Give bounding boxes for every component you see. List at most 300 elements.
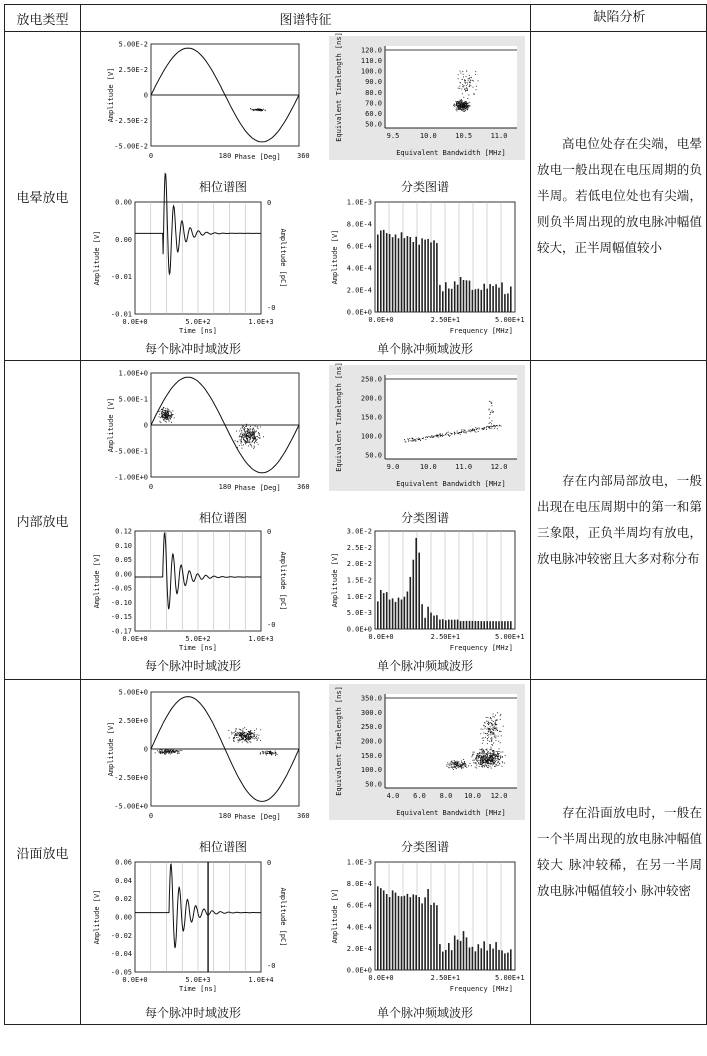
scatter-point — [494, 766, 495, 767]
scatter-point — [491, 749, 492, 750]
scatter-point — [461, 100, 462, 101]
x-tick-label: 10.0 — [464, 792, 481, 800]
scatter-point — [494, 727, 495, 728]
scatter-point — [178, 753, 179, 754]
analysis-text: 存在内部局部放电，一般出现在电压周期中的第一和第三象限，正负半周均有放电，放电脉冲较密且大多对称分布 — [537, 473, 702, 566]
scatter-point — [477, 753, 478, 754]
scatter-point — [179, 751, 180, 752]
y-tick-label: 250.0 — [360, 375, 382, 384]
y-tick-label: 0 — [143, 421, 148, 430]
scatter-point — [163, 420, 164, 421]
scatter-point — [455, 767, 456, 768]
scatter-point — [460, 106, 461, 107]
type-cell: 沿面放电 — [5, 680, 81, 1025]
scatter-point — [481, 762, 482, 763]
scatter-point — [479, 752, 480, 753]
spectrum-bar — [469, 281, 471, 312]
y-tick-label: 0.0E+0 — [346, 966, 372, 975]
scatter-point — [243, 738, 244, 739]
spectrum-bar — [489, 944, 491, 970]
scatter-point — [475, 427, 476, 428]
row-surface — [5, 680, 707, 1025]
spectrum-bar — [410, 237, 412, 312]
row-internal — [5, 361, 707, 680]
scatter-point — [498, 759, 499, 760]
scatter-point — [244, 732, 245, 733]
scatter-point — [177, 753, 178, 754]
spectrum-bar — [486, 951, 488, 971]
scatter-point — [492, 725, 493, 726]
scatter-point — [461, 432, 462, 433]
scatter-point — [463, 759, 464, 760]
scatter-point — [474, 752, 475, 753]
scatter-point — [245, 440, 246, 441]
scatter-point — [484, 758, 485, 759]
scatter-point — [244, 427, 245, 428]
scatter-point — [256, 738, 257, 739]
scatter-point — [494, 755, 495, 756]
scatter-point — [235, 440, 236, 441]
scatter-point — [495, 756, 496, 757]
x-tick-label: 0 — [148, 152, 154, 160]
scatter-point — [452, 767, 453, 768]
spectrum-bar — [392, 890, 394, 970]
scatter-point — [472, 755, 473, 756]
y-axis-label: Equivalent Timelength [ns] — [335, 362, 343, 472]
scatter-point — [460, 434, 461, 435]
scatter-point — [415, 439, 416, 440]
scatter-point — [478, 756, 479, 757]
scatter-point — [493, 757, 494, 758]
scatter-point — [484, 759, 485, 760]
scatter-point — [458, 762, 459, 763]
scatter-point — [498, 736, 499, 737]
scatter-point — [265, 110, 266, 111]
x-tick-label: 5.00E+1 — [495, 316, 525, 324]
y-tick-label: 300.0 — [360, 708, 382, 717]
scatter-point — [247, 438, 248, 439]
scatter-point — [248, 739, 249, 740]
scatter-point — [491, 739, 492, 740]
scatter-point — [461, 762, 462, 763]
scatter-point — [241, 430, 242, 431]
scatter-point — [253, 440, 254, 441]
scatter-point — [249, 440, 250, 441]
scatter-point — [252, 110, 253, 111]
scatter-point — [494, 758, 495, 759]
spectrum-bar — [392, 237, 394, 312]
scatter-point — [503, 726, 504, 727]
scatter-point — [481, 764, 482, 765]
scatter-point — [443, 435, 444, 436]
scatter-point — [469, 95, 470, 96]
scatter-point — [459, 103, 460, 104]
spectrum-bar — [389, 234, 391, 312]
scatter-point — [417, 438, 418, 439]
x-tick-label: 2.50E+1 — [430, 974, 461, 982]
x-tick-label: 1.0E+3 — [248, 635, 274, 643]
y-tick-label: 110.0 — [360, 57, 382, 66]
scatter-point — [242, 428, 243, 429]
scatter-point — [495, 715, 496, 716]
scatter-point — [478, 80, 479, 81]
scatter-point — [171, 414, 172, 415]
spectrum-bar — [504, 953, 506, 970]
x-tick-label: 5.00E+1 — [495, 974, 525, 982]
scatter-point — [491, 740, 492, 741]
x-axis-label: Phase [Deg] — [234, 484, 281, 492]
scatter-point — [475, 762, 476, 763]
scatter-point — [258, 108, 259, 109]
spectrum-bar — [442, 291, 444, 312]
spectrum-bar — [472, 621, 474, 629]
scatter-point — [169, 411, 170, 412]
scatter-point — [240, 433, 241, 434]
scatter-point — [259, 435, 260, 436]
y-tick-label: 6.0E-4 — [346, 901, 372, 910]
scatter-point — [468, 766, 469, 767]
frequency-spectrum-chart — [329, 856, 525, 994]
scatter-point — [486, 426, 487, 427]
y-tick-label: -0.05 — [110, 584, 132, 593]
scatter-point — [168, 409, 169, 410]
scatter-point — [461, 89, 462, 90]
scatter-point — [474, 760, 475, 761]
x-tick-label: 360 — [297, 483, 310, 491]
scatter-point — [239, 436, 240, 437]
phase-chart — [103, 686, 310, 826]
y-axis-label: Amplitude [V] — [107, 67, 115, 123]
scatter-point — [485, 755, 486, 756]
scatter-point — [169, 417, 170, 418]
scatter-point — [496, 728, 497, 729]
scatter-point — [455, 105, 456, 106]
spectrum-bar — [401, 896, 403, 970]
scatter-point — [164, 410, 165, 411]
scatter-point — [263, 751, 264, 752]
scatter-point — [453, 767, 454, 768]
scatter-point — [250, 434, 251, 435]
y-tick-label: 2.0E-4 — [346, 944, 372, 953]
scatter-point — [466, 106, 467, 107]
scatter-point — [490, 757, 491, 758]
scatter-point — [166, 414, 167, 415]
scatter-point — [482, 752, 483, 753]
y-tick-label: -5.00E-2 — [114, 142, 148, 151]
scatter-point — [497, 752, 498, 753]
scatter-point — [458, 767, 459, 768]
scatter-point — [474, 429, 475, 430]
time-caption: 每个脉冲时域波形 — [144, 659, 241, 673]
scatter-point — [493, 716, 494, 717]
scatter-point — [255, 438, 256, 439]
scatter-point — [240, 736, 241, 737]
scatter-point — [251, 733, 252, 734]
scatter-point — [491, 760, 492, 761]
scatter-point — [497, 425, 498, 426]
scatter-point — [491, 737, 492, 738]
scatter-point — [496, 736, 497, 737]
scatter-point — [464, 111, 465, 112]
scatter-point — [457, 765, 458, 766]
x-axis-label: Frequency [MHz] — [449, 985, 513, 993]
scatter-point — [253, 733, 254, 734]
scatter-point — [487, 752, 488, 753]
scatter-point — [160, 417, 161, 418]
y-tick-label: -0.04 — [110, 950, 132, 959]
scatter-point — [479, 763, 480, 764]
scatter-point — [168, 419, 169, 420]
x-tick-label: 6.0 — [413, 792, 426, 800]
analysis-cell — [531, 361, 707, 680]
scatter-point — [253, 109, 254, 110]
scatter-point — [478, 431, 479, 432]
scatter-point — [425, 439, 426, 440]
scatter-point — [244, 740, 245, 741]
y2-axis-label: Amplitude [pC] — [279, 887, 287, 947]
classification-caption: 分类图谱 — [400, 840, 449, 854]
scatter-point — [169, 752, 170, 753]
scatter-point — [255, 437, 256, 438]
plot-area — [385, 375, 517, 459]
spectrum-bar — [386, 592, 388, 629]
scatter-point — [481, 757, 482, 758]
spectrum-bar — [430, 613, 432, 629]
y-axis-label: Amplitude [V] — [331, 229, 339, 285]
y-tick-label: 4.0E-4 — [346, 264, 372, 273]
spectrum-bar — [377, 601, 379, 629]
scatter-point — [248, 731, 249, 732]
scatter-point — [254, 433, 255, 434]
scatter-point — [487, 733, 488, 734]
scatter-point — [488, 734, 489, 735]
classification-chart — [329, 32, 525, 160]
scatter-point — [176, 750, 177, 751]
scatter-point — [487, 743, 488, 744]
spectrum-bar — [504, 294, 506, 312]
scatter-point — [243, 438, 244, 439]
scatter-point — [266, 751, 267, 752]
scatter-point — [256, 431, 257, 432]
scatter-point — [462, 765, 463, 766]
scatter-point — [440, 435, 441, 436]
scatter-point — [488, 426, 489, 427]
scatter-point — [468, 106, 469, 107]
scatter-point — [250, 444, 251, 445]
spectrum-bar — [415, 538, 417, 629]
scatter-point — [492, 405, 493, 406]
scatter-point — [445, 434, 446, 435]
spectrum-bar — [448, 620, 450, 629]
scatter-point — [488, 759, 489, 760]
scatter-point — [493, 763, 494, 764]
scatter-point — [247, 441, 248, 442]
y-axis-label: Amplitude [V] — [331, 888, 339, 944]
scatter-point — [495, 426, 496, 427]
scatter-point — [490, 422, 491, 423]
scatter-point — [491, 402, 492, 403]
y2-tick-label: -0 — [267, 962, 276, 970]
scatter-point — [490, 766, 491, 767]
scatter-point — [168, 753, 169, 754]
frequency-caption: 单个脉冲频域波形 — [376, 659, 473, 673]
scatter-point — [486, 765, 487, 766]
scatter-point — [171, 412, 172, 413]
spectrum-bar — [478, 621, 480, 629]
scatter-point — [500, 758, 501, 759]
spectrum-bar — [478, 944, 480, 970]
scatter-point — [466, 90, 467, 91]
scatter-point — [267, 753, 268, 754]
scatter-point — [165, 752, 166, 753]
phase-caption: 相位谱图 — [198, 180, 247, 194]
y-tick-label: 0.02 — [115, 895, 132, 904]
scatter-point — [489, 427, 490, 428]
scatter-point — [252, 441, 253, 442]
scatter-point — [241, 739, 242, 740]
scatter-point — [451, 764, 452, 765]
scatter-point — [468, 431, 469, 432]
scatter-point — [456, 108, 457, 109]
scatter-point — [485, 733, 486, 734]
scatter-point — [236, 728, 237, 729]
scatter-point — [155, 752, 156, 753]
scatter-point — [455, 433, 456, 434]
spectrum-bar — [466, 621, 468, 629]
scatter-point — [267, 751, 268, 752]
scatter-point — [459, 108, 460, 109]
spectrum-bar — [475, 289, 477, 312]
scatter-point — [162, 413, 163, 414]
scatter-point — [493, 730, 494, 731]
scatter-point — [235, 734, 236, 735]
spectrum-bar — [410, 577, 412, 629]
time-caption: 每个脉冲时域波形 — [144, 342, 241, 356]
scatter-point — [247, 739, 248, 740]
scatter-point — [462, 106, 463, 107]
scatter-point — [449, 764, 450, 765]
x-tick-label: 180 — [218, 483, 232, 491]
scatter-point — [470, 77, 471, 78]
scatter-point — [458, 108, 459, 109]
y-tick-label: -0.01 — [110, 273, 132, 282]
scatter-point — [460, 82, 461, 83]
spectrum-bar — [395, 602, 397, 629]
scatter-point — [496, 740, 497, 741]
scatter-point — [405, 441, 406, 442]
scatter-point — [241, 436, 242, 437]
scatter-point — [251, 437, 252, 438]
scatter-point — [162, 410, 163, 411]
scatter-point — [166, 410, 167, 411]
scatter-point — [242, 735, 243, 736]
scatter-point — [454, 763, 455, 764]
scatter-point — [166, 749, 167, 750]
scatter-point — [488, 762, 489, 763]
scatter-point — [452, 768, 453, 769]
spectrum-bar — [418, 897, 420, 970]
scatter-point — [252, 434, 253, 435]
scatter-point — [246, 732, 247, 733]
scatter-point — [476, 86, 477, 87]
spectrum-bar — [457, 285, 459, 312]
scatter-point — [234, 741, 235, 742]
y2-tick-label: -0 — [267, 304, 276, 312]
scatter-point — [239, 739, 240, 740]
analysis-text: 高电位处存在尖端，电晕放电一般出现在电压周期的负半周。若低电位处也有尖端，则负半周出现的放电脉冲幅值较大，正半周幅值较小 — [537, 136, 702, 255]
spectrum-bar — [483, 284, 485, 312]
scatter-point — [492, 426, 493, 427]
scatter-point — [234, 737, 235, 738]
scatter-point — [458, 766, 459, 767]
scatter-point — [166, 419, 167, 420]
scatter-point — [465, 765, 466, 766]
scatter-point — [170, 415, 171, 416]
y-tick-label: 2.50E+0 — [118, 717, 148, 725]
scatter-point — [473, 81, 474, 82]
spectrum-bar — [454, 281, 456, 312]
spectrum-bar — [472, 947, 474, 970]
scatter-point — [495, 738, 496, 739]
scatter-point — [501, 756, 502, 757]
scatter-point — [244, 429, 245, 430]
scatter-point — [240, 439, 241, 440]
scatter-point — [495, 759, 496, 760]
scatter-point — [163, 407, 164, 408]
scatter-point — [253, 448, 254, 449]
scatter-point — [254, 734, 255, 735]
scatter-point — [473, 87, 474, 88]
scatter-point — [491, 764, 492, 765]
scatter-point — [243, 439, 244, 440]
scatter-point — [505, 755, 506, 756]
spectrum-bar — [433, 903, 435, 970]
scatter-point — [251, 436, 252, 437]
scatter-point — [408, 439, 409, 440]
spectrum-bar — [457, 620, 459, 629]
scatter-point — [495, 737, 496, 738]
scatter-point — [172, 410, 173, 411]
scatter-point — [490, 414, 491, 415]
scatter-point — [161, 752, 162, 753]
scatter-point — [486, 749, 487, 750]
scatter-point — [160, 753, 161, 754]
scatter-point — [259, 433, 260, 434]
y2-axis-label: Amplitude [pC] — [279, 551, 287, 611]
scatter-point — [476, 760, 477, 761]
spectrum-bar — [489, 284, 491, 312]
y-axis-label: Equivalent Timelength [ns] — [335, 32, 343, 142]
scatter-point — [244, 442, 245, 443]
y-tick-label: 150.0 — [360, 751, 382, 760]
scatter-point — [453, 769, 454, 770]
scatter-point — [454, 766, 455, 767]
scatter-point — [493, 714, 494, 715]
scatter-point — [454, 765, 455, 766]
scatter-point — [470, 431, 471, 432]
scatter-point — [166, 413, 167, 414]
scatter-point — [490, 726, 491, 727]
scatter-point — [181, 750, 182, 751]
scatter-point — [473, 429, 474, 430]
scatter-point — [160, 752, 161, 753]
time-caption: 每个脉冲时域波形 — [144, 1006, 241, 1020]
scatter-point — [479, 429, 480, 430]
spectrum-bar — [430, 905, 432, 970]
scatter-point — [490, 722, 491, 723]
time-waveform-chart — [91, 856, 291, 994]
scatter-point — [482, 760, 483, 761]
